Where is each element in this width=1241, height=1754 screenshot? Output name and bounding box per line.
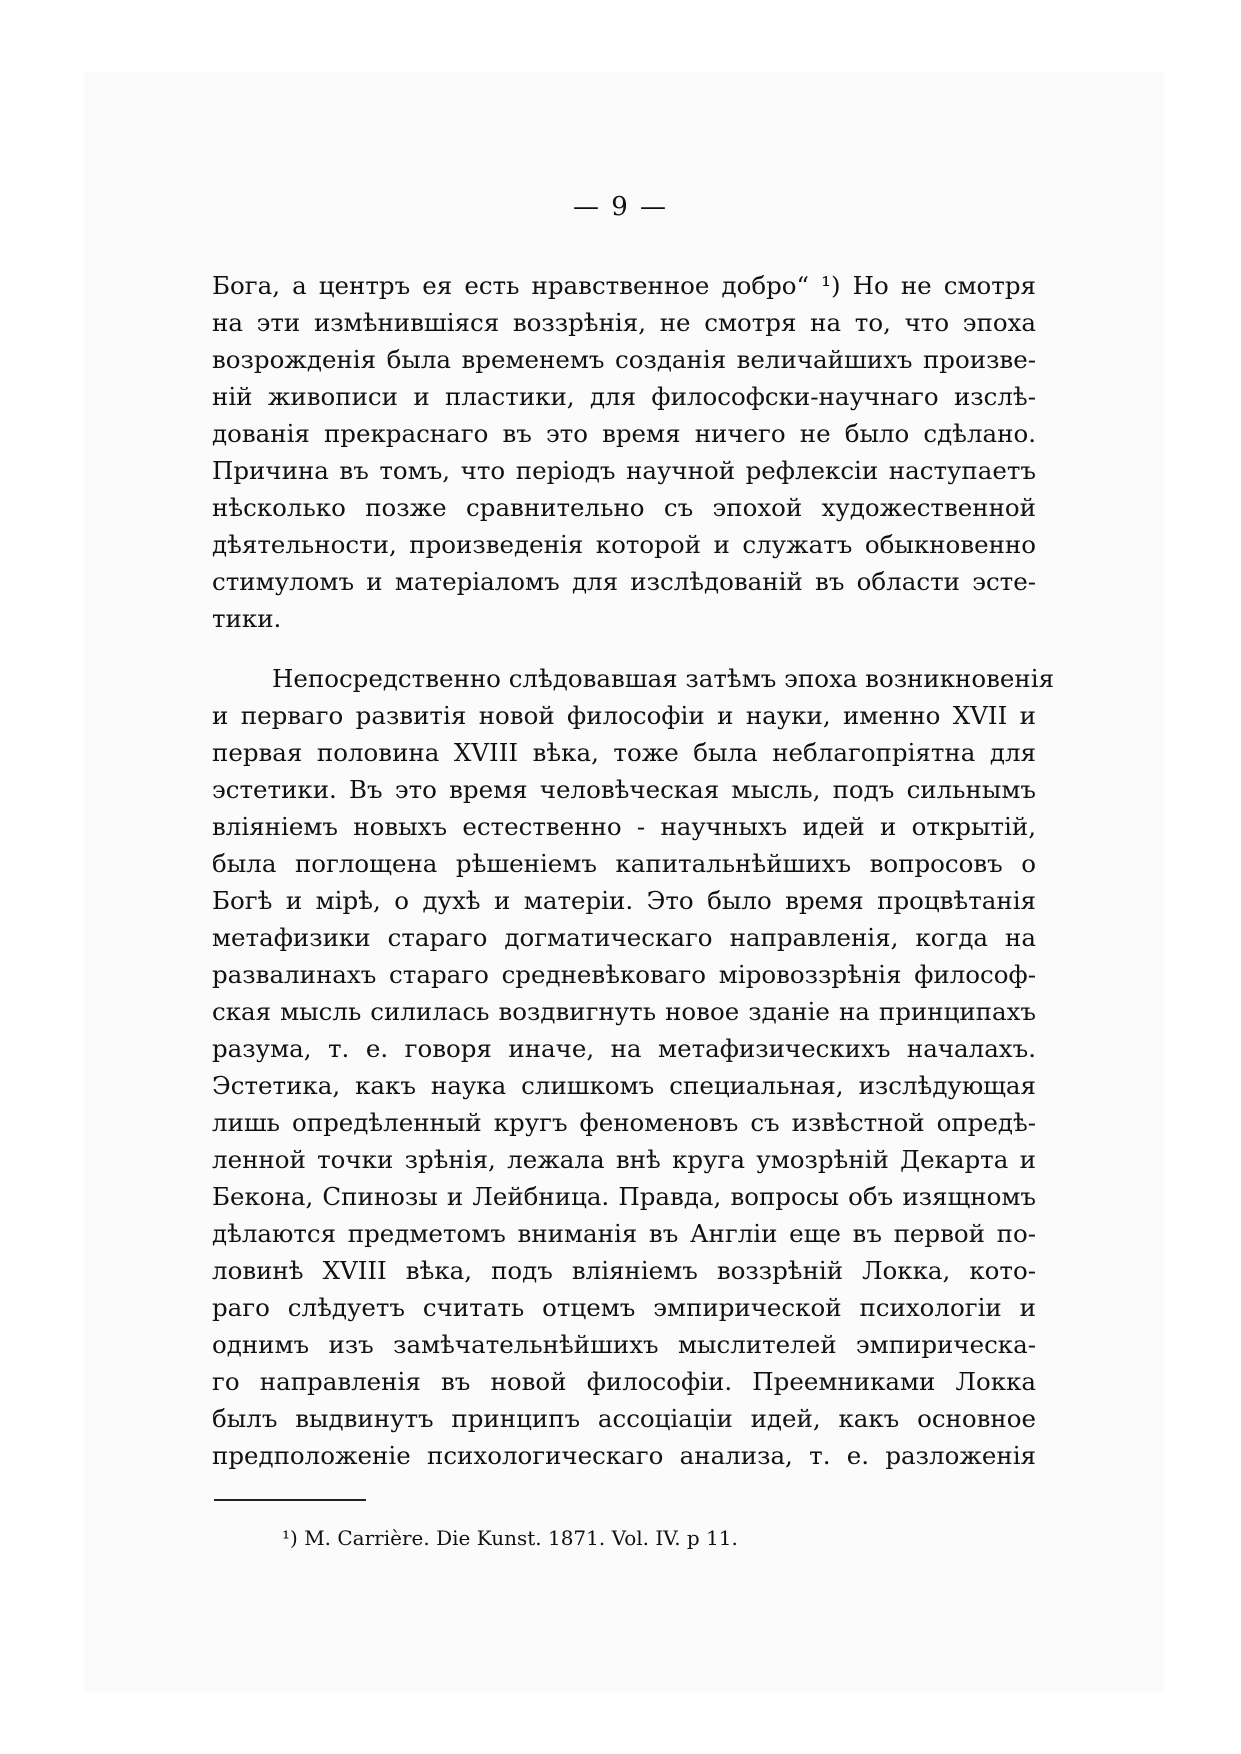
text-line: на эти измѣнившіяся воззрѣнія, не смотря на то, что эпоха [212, 308, 1036, 337]
text-line: предположеніе психологическаго анализа, т. е. разложенія [212, 1441, 1036, 1470]
footnote-marker: ¹) [282, 1526, 298, 1550]
text-line: тики. [212, 604, 282, 633]
text-line: раго слѣдуетъ считать отцемъ эмпирической психологіи и [212, 1293, 1036, 1322]
text-line: метафизики стараго догматическаго направленія, когда на [212, 923, 1036, 952]
footnote [282, 1524, 738, 1552]
footnote-divider [214, 1499, 366, 1501]
text-line: лишь опредѣленный кругъ феноменовъ съ извѣстной опредѣ- [212, 1108, 1036, 1137]
text-line: разума, т. е. говоря иначе, на метафизическихъ началахъ. [212, 1034, 1036, 1063]
text-line: первая половина XVIII вѣка, тоже была неблагопріятна для [212, 738, 1036, 767]
text-line: дѣятельности, произведенія которой и служатъ обыкновенно [212, 530, 1036, 559]
text-line: ская мысль силилась воздвигнуть новое зданіе на принципахъ [212, 997, 1036, 1026]
text-line: го направленія въ новой философіи. Преемниками Локка [212, 1367, 1036, 1396]
text-line: была поглощена рѣшеніемъ капитальнѣйшихъ вопросовъ о [212, 849, 1036, 878]
text-line: дѣлаются предметомъ вниманія въ Англіи еще въ первой по- [212, 1219, 1036, 1248]
text-line: Причина въ томъ, что періодъ научной рефлексіи наступаетъ [212, 456, 1036, 485]
page-number: — 9 — [572, 192, 669, 222]
paragraph-1 [212, 267, 1036, 637]
text-line: дованія прекраснаго въ это время ничего не было сдѣлано. [212, 419, 1036, 448]
text-line: ній живописи и пластики, для философски-научнаго изслѣ- [212, 382, 1036, 411]
text-line: Непосредственно слѣдовавшая затѣмъ эпоха возникновенія [272, 664, 1055, 693]
text-line: Бога, а центръ ея есть нравственное добро“ ¹) Но не смотря [212, 271, 1036, 300]
text-line: однимъ изъ замѣчательнѣйшихъ мыслителей эмпирическа- [212, 1330, 1036, 1359]
text-line: вліяніемъ новыхъ естественно - научныхъ идей и открытій, [212, 812, 1036, 841]
text-line: и перваго развитія новой философіи и науки, именно XVII и [212, 701, 1036, 730]
paragraph-2 [212, 660, 1055, 1474]
text-line: Эстетика, какъ наука слишкомъ специальная, изслѣдующая [212, 1071, 1036, 1100]
footnote-text: M. Carrière. Die Kunst. 1871. Vol. IV. p 11. [304, 1526, 738, 1550]
text-line: Бекона, Спинозы и Лейбница. Правда, вопросы объ изящномъ [212, 1182, 1036, 1211]
text-line: возрожденія была временемъ созданія величайшихъ произве- [212, 345, 1036, 374]
text-line: былъ выдвинутъ принципъ ассоціаціи идей, какъ основное [212, 1404, 1036, 1433]
text-line: Богѣ и мірѣ, о духѣ и матеріи. Это было время процвѣтанія [212, 886, 1036, 915]
text-line: эстетики. Въ это время человѣческая мысль, подъ сильнымъ [212, 775, 1036, 804]
text-line: нѣсколько позже сравнительно съ эпохой художественной [212, 493, 1036, 522]
text-line: развалинахъ стараго средневѣковаго міровоззрѣнія философ- [212, 960, 1036, 989]
text-line: стимуломъ и матеріаломъ для изслѣдованій въ области эсте- [212, 567, 1036, 596]
text-line: ловинѣ XVIII вѣка, подъ вліяніемъ воззрѣній Локка, кото- [212, 1256, 1036, 1285]
text-line: ленной точки зрѣнія, лежала внѣ круга умозрѣній Декарта и [212, 1145, 1036, 1174]
